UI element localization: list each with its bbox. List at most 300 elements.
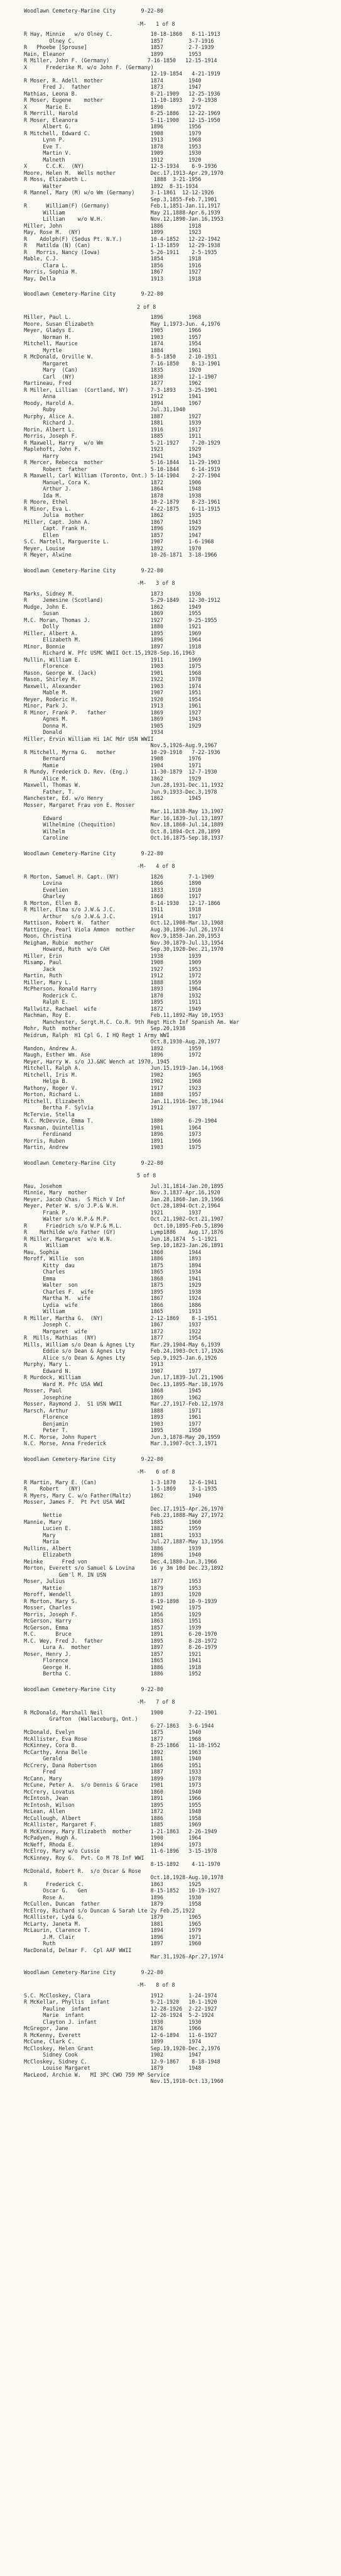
- burial-record-row: Miller, Albert A. 1895 1969: [24, 630, 202, 636]
- burial-record-row: McCune, Clark C. 1899 1974: [24, 2038, 202, 2045]
- burial-record-row: 8-15-1892 4-11-1970: [24, 1861, 220, 1867]
- burial-record-row: Mathony, Roger V. 1917 1923: [24, 1084, 202, 1091]
- burial-record-row: Arthur s/o J.W.& J.C. 1914 1917: [24, 913, 202, 919]
- burial-record-row: McPherson, Ronald Harry 1893 1964: [24, 985, 202, 992]
- burial-record-row: R Mercer, Rebecca mother 5-16-1844 11-29-1903: [24, 459, 220, 465]
- burial-record-row: Alice M. 1862 1929: [24, 775, 202, 782]
- burial-record-row: May, Della 1913 1918: [24, 275, 202, 282]
- burial-record-row: Gerald 1881 1940: [24, 1755, 202, 1762]
- burial-record-row: Meyer, Peter W. s/o J.P.& W.H. Oct.28,1894-Oct.2,1964: [24, 1202, 220, 1209]
- burial-record-row: N.C. McDevvie, Emma T. 1880 6-29-1904: [24, 1118, 217, 1124]
- burial-record-row: Mosser, Paul 1868 1945: [24, 1387, 202, 1394]
- burial-record-row: Machman, Roy E. Feb.11,1892-May 10,1953: [24, 1012, 224, 1018]
- burial-record-row: McGerson, Emma 1857 1939: [24, 1624, 202, 1631]
- burial-record-row: Morton, Everett s/o Samuel & Lovina 16 y 3m 10d Dec.23,1892: [24, 1565, 224, 1571]
- burial-record-row: Morris, Joseph F. 1885 1911: [24, 433, 202, 439]
- burial-record-row: Nov.5,1926-Aug.9,1967: [24, 742, 217, 748]
- cemetery-section: [24, 291, 323, 558]
- burial-record-row: Edward N. 1907 1977: [24, 1367, 202, 1374]
- burial-record-row: Lillian w/o W.H. Nov.12,1890-Jan.16,1953: [24, 216, 224, 222]
- burial-record-row: Norman H. 1903 1957: [24, 333, 202, 340]
- burial-record-row: McAllister, Lyda G. 1879 1965: [24, 1914, 202, 1920]
- burial-record-row: Moore, Susan Elizabeth May 1,1973-Jun. 4,1976: [24, 320, 220, 327]
- burial-record-row: Harry 1941 1943: [24, 452, 202, 459]
- burial-record-row: Moore, Helen M. Wells mother Dec.17,1913-Apr.29,1970: [24, 169, 224, 176]
- burial-record-row: Malneth 1912 1920: [24, 156, 202, 163]
- burial-record-row: R Jemesine (Scotland) 5-29-1849 12-30-1912: [24, 597, 220, 603]
- burial-record-row: R Moore, Ethel 10-2-1879 8-23-1961: [24, 499, 220, 505]
- burial-record-row: McCloskey, Sidney C. 12-9-1867 8-18-1948: [24, 2058, 220, 2065]
- burial-record-row: R Moser, R. Adell mother 1874 1940: [24, 77, 202, 84]
- burial-record-row: R McKinney, Mary Elizabeth mother 1-21-1863 2-26-1949: [24, 1828, 217, 1835]
- burial-record-row: Mitchell, Iris M. 1902 1965: [24, 1071, 202, 1078]
- burial-record-row: R Miller, Elma s/o J.W.& J.C. 1911 1918: [24, 906, 202, 913]
- burial-record-row: R Mitchell, Myrna G. mother 10-29-1910 7-22-1936: [24, 748, 220, 755]
- burial-record-row: Margaret 7-16-1850 8-13-1901: [24, 360, 220, 367]
- burial-record-row: Fred J. father 1873 1947: [24, 84, 202, 90]
- burial-record-row: McAllister, Eva Rose 1877 1968: [24, 1735, 202, 1742]
- burial-record-row: Moser, Henry J. 1857 1921: [24, 1650, 202, 1657]
- section-header: Woodlawn Cemetery-Marine City 9-22-80: [24, 1685, 163, 1692]
- cemetery-section: [24, 1969, 323, 2085]
- burial-record-row: Miller, Mary L. 1888 1959: [24, 979, 202, 985]
- burial-record-row: Martha M. wife 1867 1924: [24, 1295, 202, 1301]
- page-number: -M- 6 of 8: [137, 1468, 175, 1475]
- burial-record-row: M.C. Wey, Fred J. father 1895 8-28-1972: [24, 1637, 217, 1644]
- burial-record-row: Mason, George W. (Jack) 1901 1968: [24, 669, 202, 676]
- burial-record-row: Walter 1892 8-31-1934: [24, 182, 198, 189]
- burial-record-row: Wilhelm Oct.8,1894-Oct.28,1899: [24, 828, 220, 835]
- burial-record-row: Peter T. 1895 1950: [24, 1427, 202, 1433]
- burial-record-row: MacDonald, Delmar F. Cpl AAF WWII: [24, 1946, 132, 1953]
- burial-record-row: Lynn P. 1913 1968: [24, 136, 202, 143]
- burial-record-row: Maria Jul.27,1887-May 13,1956: [24, 1538, 224, 1545]
- burial-record-row: Mosser, Margaret Frau von E. Mosser: [24, 801, 135, 808]
- burial-record-row: Sep.3,1855-Feb.7,1901: [24, 196, 217, 203]
- burial-record-row: William 1865 1913: [24, 1308, 202, 1314]
- burial-record-row: R Moser, Eleanora 5-11-1900 12-15-1950: [24, 116, 220, 123]
- burial-record-row: Walter son 1875 1929: [24, 1282, 202, 1288]
- burial-record-row: Eve T. 1878 1953: [24, 143, 202, 150]
- burial-record-row: Sidney Cook 1902 1947: [24, 2051, 202, 2058]
- burial-record-row: M.C. Morse, John Rupert Jun.3,1878-May 20,1959: [24, 1433, 220, 1440]
- burial-record-row: Morris, Ruben 1891 1966: [24, 1137, 202, 1144]
- burial-record-row: Miller, Ervin William Hi 1AC Mdr USN WWII: [24, 735, 154, 742]
- burial-record-row: Meinke Fred von Dec.4,1880-Jun.3,1966: [24, 1558, 217, 1565]
- burial-record-row: McLaurin, Clarence T. 1894 1979: [24, 1927, 202, 1933]
- burial-record-row: May, Rose M. (NY) 1899 1923: [24, 229, 202, 235]
- burial-record-row: Mau, Josehom Jul.31,1814-Jan.20,1895: [24, 1182, 224, 1189]
- burial-record-row: Miller, Capt. John A. 1867 1943: [24, 518, 202, 525]
- burial-record-row: Marie infant 12-26-1924 5-2-1924: [24, 2012, 214, 2018]
- burial-record-row: Mamie 1904 1971: [24, 762, 202, 769]
- burial-record-row: Capt. Frank H. 1896 1929: [24, 525, 202, 531]
- burial-record-row: Morris, Joseph F. 1856 1929: [24, 1611, 202, 1618]
- burial-record-row: Minor, Bonnie 1897 1918: [24, 643, 202, 650]
- burial-record-row: Mary 1881 1933: [24, 1531, 202, 1538]
- burial-record-row: Mosser, Raymond J. S1 USN WWII Mar.27,1917-Feb.12,1978: [24, 1401, 224, 1407]
- cemetery-section: [24, 1160, 323, 1447]
- burial-record-row: McCune, Peter A. s/o Dennis & Grace 1901 1973: [24, 1782, 202, 1788]
- burial-record-row: Mathias, Leona B. 8-21-1909 12-25-1936: [24, 90, 220, 97]
- burial-record-row: McDonald, Evelyn 1875 1940: [24, 1729, 202, 1735]
- burial-record-row: Mandon, Andrew A. 1892 1959: [24, 1045, 202, 1052]
- burial-record-row: Rose A. 1896 1930: [24, 1894, 202, 1901]
- burial-record-row: R Mundy, Frederick D. Rev. (Eng.) 11-30-1879 12-7-1930: [24, 769, 217, 775]
- burial-record-row: George H. 1886 1918: [24, 1663, 202, 1670]
- burial-record-row: Mallwitz, Rachael wife 1872 1949: [24, 1005, 202, 1012]
- burial-record-row: McLarty, Janeta M. 1881 1965: [24, 1920, 202, 1927]
- burial-record-row: Edward Mar.16,1839-Jul.13,1897: [24, 814, 224, 821]
- burial-record-row: R Matilda (N) (Can) 1-13-1859 12-29-1938: [24, 242, 220, 248]
- burial-record-row: N.C. Morse, Anna Frederick Mar.3,1907-Oct.3,1971: [24, 1440, 217, 1446]
- burial-record-row: Julia mother 1862 1935: [24, 512, 202, 518]
- cemetery-section: [24, 1456, 323, 1677]
- burial-record-row: Lucien E. 1882 1959: [24, 1525, 202, 1531]
- burial-record-row: Lura A. mother 1897 8-26-1979: [24, 1644, 217, 1650]
- burial-record-row: Maxsman, Quintellis 1901 1964: [24, 1124, 202, 1131]
- burial-record-row: R Maxwell, Harry w/o Wm 5-21-1927 7-20-1929: [24, 439, 220, 446]
- burial-record-row: Moon, Christina Nov.9,1858-Jan.20,1953: [24, 933, 220, 939]
- burial-record-row: Father, T. Jun.9,1933-Dec.3,1978: [24, 788, 217, 795]
- burial-record-row: Elizabeth M. 1896 1964: [24, 636, 202, 643]
- burial-record-row: Benjamin 1903 1977: [24, 1420, 202, 1427]
- burial-record-row: Lydia wife 1866 1886: [24, 1301, 202, 1308]
- burial-record-row: MacLeod, Archie W. MI 3PC CWO 759 MP Service: [24, 2071, 170, 2078]
- burial-record-row: Eveelien 1833 1910: [24, 886, 202, 893]
- cemetery-section: [24, 1686, 323, 1960]
- burial-record-row: R McDonald, Marshall Neil 1900 7-22-1901: [24, 1709, 217, 1716]
- burial-record-row: R Mathilde w/o Father (GY) Lymp1886 Aug.17,1876: [24, 1229, 224, 1235]
- burial-record-row: X Marie E. 1890 1972: [24, 103, 202, 110]
- burial-record-row: Misamp, Paul 1908 1909: [24, 959, 202, 965]
- burial-record-row: Mar.31,1926-Apr.27,1974: [24, 1953, 224, 1960]
- burial-record-row: Myrtle 1884 1961: [24, 347, 202, 353]
- burial-record-row: Main, Eleanor 1899 1953: [24, 50, 202, 57]
- burial-record-row: Bertha F. Sylvia 1912 1977: [24, 1104, 202, 1111]
- section-header: Woodlawn Cemetery-Marine City 9-22-80: [24, 1159, 163, 1166]
- burial-record-row: Mason, Shirley M. 1922 1978: [24, 676, 202, 682]
- burial-record-row: Susan 1869 1955: [24, 610, 202, 616]
- burial-record-row: S.C. Martell, Marguerite L. 1907 1-6-1968: [24, 538, 214, 545]
- burial-record-row: Ralph E. 1895 1911: [24, 999, 202, 1005]
- burial-record-row: Donald 1934: [24, 729, 163, 735]
- burial-record-row: Wilhelmine (Chequition) Nov.18,1860-Jul.14,1889: [24, 821, 224, 828]
- burial-record-row: Murphy, Alice A. 1887 1927: [24, 413, 202, 419]
- burial-record-row: William May 21,1888-Apr.6,1939: [24, 209, 220, 216]
- burial-record-row: Gem'l M. IN USN: [24, 1571, 107, 1578]
- burial-record-row: Mattie 1879 1953: [24, 1584, 202, 1591]
- burial-record-row: Arthur J. 1864 1948: [24, 486, 202, 492]
- burial-record-row: Murphy, Mary L. 1913: [24, 1361, 163, 1367]
- burial-record-row: R Merrill, Harold 8-25-1886 12-22-1969: [24, 110, 220, 116]
- burial-record-row: Meyer, Jacob Chas. S Mich V Inf Jan.28,1860-Jan.19,1966: [24, 1196, 224, 1202]
- burial-record-row: Alice s/o Dean & Agnes Lty Sep.9,1925-Jan.6,1926: [24, 1354, 217, 1361]
- burial-record-row: Moody, Harold A. 1894 1967: [24, 399, 202, 406]
- burial-record-row: Manchester, Sergt.H.C. Co.R. 9th Regt Mich Inf Spanish Am. War: [24, 1018, 239, 1025]
- burial-record-row: Margaret wife 1872 1922: [24, 1328, 202, 1335]
- burial-record-row: R Miller, Margaret w/o W.N. Jun.18,1874 5-1-1921: [24, 1235, 217, 1242]
- burial-record-row: Mullin, William E. 1911 1969: [24, 656, 202, 663]
- burial-record-row: Bernard 1908 1976: [24, 755, 202, 762]
- burial-record-row: R Murdock, William Jun.17,1839-Jul.21,1906: [24, 1374, 224, 1380]
- burial-record-row: Minor, Park J. 1913 1961: [24, 702, 202, 709]
- burial-record-row: R Morton, Samuel H. Capt. (NY) 1826 7-1-1909: [24, 873, 214, 880]
- burial-record-row: R Minor, Frank P. father 1869 1927: [24, 709, 202, 716]
- burial-record-row: Marks, Sidney M. 1873 1936: [24, 590, 202, 597]
- burial-record-row: Meyer, Louise 1892 1970: [24, 545, 202, 552]
- burial-record-row: Mosser, Charles 1902 1975: [24, 1604, 202, 1611]
- burial-record-row: Charles 1865 1934: [24, 1269, 202, 1275]
- burial-record-row: Mannie, Mary 1885 1960: [24, 1518, 202, 1525]
- burial-record-row: Dec.17,1915-Apr.26,1970: [24, 1505, 224, 1512]
- burial-record-row: X Frederike M. w/o John F. (Germany): [24, 64, 154, 70]
- page-number: -M- 1 of 8: [137, 20, 175, 27]
- burial-record-row: McCrery, Dana Robertson 1866 1951: [24, 1762, 202, 1768]
- page-number: 5 of 8: [137, 1172, 156, 1179]
- burial-record-row: Fred 1887 1933: [24, 1768, 202, 1775]
- burial-record-row: 12-19-1854 4-21-1919: [24, 70, 220, 77]
- section-header: Woodlawn Cemetery-Marine City 9-22-80: [24, 1455, 163, 1462]
- burial-record-row: R Robert (NY) 1-5-1869 3-1-1935: [24, 1485, 217, 1492]
- burial-record-row: Florence 1865 1941: [24, 1657, 202, 1663]
- burial-record-row: Morin, Albert L. 1916 1917: [24, 426, 202, 433]
- burial-record-row: R Mitchell, Edward C. 1908 1979: [24, 130, 202, 136]
- burial-record-row: McNeff, Rhoda E. 1894 1973: [24, 1841, 202, 1848]
- burial-record-row: R Mills, Mathias (NY) 1877 1954: [24, 1335, 202, 1341]
- burial-record-row: R Minor, Eva L. 4-22-1875 6-11-1915: [24, 505, 220, 512]
- burial-record-row: R Meyer, Alwine 10-26-1871 3-18-1966: [24, 552, 217, 558]
- burial-record-row: M.C. Bruce 1891 6-20-1970: [24, 1631, 217, 1637]
- section-header: Woodlawn Cemetery-Marine City 9-22-80: [24, 291, 163, 297]
- section-header: Woodlawn Cemetery-Marine City 9-22-80: [24, 1968, 163, 1975]
- burial-record-row: Roderick C. 1870 1932: [24, 992, 202, 999]
- burial-record-row: R Moss, Elizabeth L. 1888 3-21-1956: [24, 176, 202, 182]
- section-header: Woodlawn Cemetery-Marine City 9-22-80: [24, 567, 163, 574]
- burial-record-row: Mable M. 1907 1951: [24, 689, 202, 696]
- burial-record-row: Grafton (Wallaceburg, Ont.): [24, 1716, 138, 1722]
- page-number: -M- 8 of 8: [137, 1982, 175, 1988]
- burial-record-row: Meyer, Harry W. s/o JJ.&NC Wench at 1970, 1945: [24, 1058, 170, 1065]
- burial-record-row: Richard J. 1881 1939: [24, 419, 202, 426]
- burial-record-row: R McKenny, Everett 12-6-1894 11-6-1927: [24, 2031, 217, 2038]
- burial-record-row: McIntosh, Wilson 1895 1955: [24, 1801, 202, 1808]
- burial-record-row: Howard, Ruth w/o CAH Sep.30,1920-Dec.21,1970: [24, 946, 224, 952]
- burial-record-row: McTervie, Stella: [24, 1111, 75, 1118]
- burial-record-row: Mosser, James F. Pt Pvt USA WWI: [24, 1499, 126, 1505]
- burial-record-row: Maxwell, Thomas W. Jun.28,1931-Dec.11,1932: [24, 782, 224, 788]
- burial-record-row: R Adolph(F) (Sedus Pt. N.Y.) 10-4-1852 12-22-1942: [24, 235, 220, 242]
- burial-record-row: Clara L. 1856 1916: [24, 262, 202, 269]
- burial-record-row: R William Sep.10,1823-Jan.26,1891: [24, 1242, 224, 1248]
- burial-record-row: R Miller, Lillian (Cortland, NY) 7-3-1893 3-25-1901: [24, 386, 217, 393]
- burial-record-row: Meigham, Rubie mother Nov.30,1879-Jul.13,1954: [24, 939, 224, 946]
- burial-record-row: R McDonald, Orville W. 8-5-1850 2-10-1931: [24, 353, 217, 360]
- burial-record-row: R Frederick C. 1863 1925: [24, 1880, 202, 1887]
- burial-record-row: R Miller, John F. (Germany) 7-16-1850 12-15-1914: [24, 57, 217, 64]
- burial-record-row: Mable, C.J. 1854 1918: [24, 255, 202, 262]
- burial-record-row: Moroff, Wendell 1893 1920: [24, 1591, 202, 1597]
- burial-record-row: Josephine 1869 1962: [24, 1394, 202, 1401]
- burial-record-row: McKinney, Cora B. 8-25-1866 11-18-1952: [24, 1742, 220, 1748]
- burial-record-row: Mary (Can) 1835 1920: [24, 367, 202, 373]
- burial-record-row: Lovina 1866 1890: [24, 880, 202, 886]
- burial-record-row: McElroy, Mary w/o Cussie 11-6-1896 3-15-1978: [24, 1848, 217, 1854]
- burial-record-row: Oscar G. Gen 8-15-1852 10-19-1927: [24, 1887, 220, 1894]
- burial-record-row: Florence 1893 1961: [24, 1414, 202, 1420]
- burial-record-row: Meyer, Gladys E. 1905 1966: [24, 327, 202, 333]
- burial-record-row: Jack 1927 1953: [24, 965, 202, 972]
- burial-record-row: Miller, Erin 1938 1939: [24, 952, 202, 959]
- burial-record-row: R Morton, Mary S. 8-19-1898 10-9-1939: [24, 1597, 217, 1604]
- burial-record-row: Dolly 1880 1921: [24, 623, 202, 630]
- burial-record-row: Robert father 5-10-1844 6-14-1919: [24, 465, 220, 472]
- burial-record-row: X C.C.K. (NY) 12-5-1934 6-9-1936: [24, 163, 217, 169]
- burial-record-row: Martin, Ruth 1912 1972: [24, 972, 202, 979]
- burial-record-row: R Miller, Martha G. (NY) 2-12-1869 8-1-1951: [24, 1314, 217, 1321]
- burial-record-row: R Maxwell, Carl William (Toronto, Ont.) 5-14-1904 2-27-1904: [24, 472, 220, 479]
- burial-record-row: R McKellar, Phyllis infant 9-21-1920 10-1-1920: [24, 1999, 217, 2005]
- burial-record-row: R Mannel, Mary (M) w/o Wm (Germany) 3-1-1861 12-12-1926: [24, 189, 214, 196]
- burial-record-row: McCullen, Duncan father 1879 1958: [24, 1901, 202, 1907]
- burial-record-row: Oct.8,1930-Aug.20,1977: [24, 1038, 220, 1045]
- burial-record-row: McCann, Mary 1899 1978: [24, 1775, 202, 1782]
- burial-record-row: R Moser, Eugene mother 11-10-1893 2-9-1938: [24, 97, 217, 103]
- burial-record-row: R William(F) (Germany) Feb.1,1851-Jan.11,1917: [24, 203, 220, 209]
- burial-record-row: McGerson, Harry 1863 1951: [24, 1618, 202, 1624]
- burial-record-row: Moser, Julius 1877 1953: [24, 1578, 202, 1584]
- burial-record-row: Clayton J. infant 1930 1930: [24, 2018, 202, 2025]
- burial-record-row: McCarthy, Anna Belle 1892 1963: [24, 1748, 202, 1755]
- burial-record-row: Martineau, Fred 1877 1962: [24, 380, 202, 386]
- cemetery-section: [24, 567, 323, 841]
- burial-record-row: Mitchell, Ralph A. Jun.15,1919-Jan.14,1968: [24, 1065, 224, 1071]
- burial-record-row: Joseph C. 1867 1937: [24, 1321, 202, 1328]
- burial-record-row: Ruth 1897 1960: [24, 1940, 202, 1946]
- burial-record-row: Charles F. wife 1895 1938: [24, 1288, 202, 1295]
- burial-record-row: Mau, Sophia 1860 1944: [24, 1248, 202, 1255]
- burial-record-row: Helga B. 1902 1968: [24, 1078, 202, 1084]
- page-number: 2 of 8: [137, 303, 156, 310]
- burial-record-row: Ellen 1857 1947: [24, 531, 202, 538]
- page-number: -M- 3 of 8: [137, 580, 175, 586]
- burial-record-row: Maxwell, Alexander 1903 1974: [24, 682, 202, 689]
- burial-record-row: McElroy, Richard s/o Duncan & Sarah Lte 2y Feb.25,1922: [24, 1907, 195, 1914]
- burial-record-row: McAllister, Margaret F. 1885 1969: [24, 1821, 202, 1828]
- burial-record-row: Ferdinand 1896 1973: [24, 1131, 202, 1137]
- burial-record-row: S.C. McCloskey, Clara 1912 1-24-1974: [24, 1992, 217, 1999]
- cemetery-section: [24, 850, 323, 1151]
- burial-record-row: Carl (NY) 1830 12-1-1907: [24, 373, 217, 380]
- burial-record-row: McCullough, Albert 1886 1958: [24, 1814, 202, 1821]
- burial-record-row: Meidrum, Ralph H1 Cpl G. I HQ Regt 1 Army WWI: [24, 1031, 170, 1038]
- burial-record-row: Donna M. 1905 1929: [24, 722, 202, 729]
- burial-record-row: Anna 1912 1941: [24, 393, 202, 399]
- page-number: -M- 4 of 8: [137, 863, 175, 869]
- burial-record-row: Mitchell, Elizabeth Jan.11,1916-Dec.18,1944: [24, 1097, 224, 1104]
- burial-record-row: McDonald, Robert R. s/o Oscar & Rose: [24, 1867, 141, 1874]
- burial-record-row: McKinney, Roy G. Pvt. Co M 78 Inf WWI: [24, 1854, 144, 1861]
- burial-record-row: Maugh, Esther Wm. Ase 1896 1972: [24, 1052, 202, 1058]
- burial-record-row: McIntosh, Jean 1891 1966: [24, 1795, 202, 1801]
- burial-record-row: Mar.11,1838-May 13,1907: [24, 808, 224, 814]
- burial-record-row: R Hay, Minnie w/o Olney C. 10-18-1860 8-11-1913: [24, 31, 220, 37]
- page-number: -M- 7 of 8: [137, 1699, 175, 1705]
- burial-record-row: Moroff, Willie son 1886 1893: [24, 1255, 202, 1262]
- burial-record-row: Ward M. Pfc USA WWI Dec.13,1895-Mar.18,1976: [24, 1380, 224, 1387]
- burial-record-row: Albert G. 1896 1956: [24, 123, 202, 130]
- burial-record-row: Maplehoft, John F. 1923 1929: [24, 446, 202, 452]
- burial-record-row: Mitchell, Maurice 1874 1954: [24, 340, 202, 347]
- burial-record-row: Elizabeth 1896 1940: [24, 1552, 202, 1558]
- burial-record-row: Mills, William s/o Dean & Agnes Lty Mar.29,1904-May 6,1939: [24, 1341, 220, 1348]
- burial-record-row: R Friedrich s/o W.P.& M.L. Oct.10,1895-Feb.5,1896: [24, 1222, 224, 1229]
- burial-record-row: R Myers, Mary C. w/o Father(Maltz) 1862 1940: [24, 1492, 202, 1499]
- burial-record-row: R Morton, Ellen B. 8-14-1930 12-17-1866: [24, 899, 220, 906]
- burial-record-row: Kitty dau 1875 1894: [24, 1262, 202, 1269]
- burial-record-row: McCloskey, Helen Grant Sep.19,1920-Dec.2,1976: [24, 2045, 220, 2051]
- burial-record-row: Emma 1868 1941: [24, 1275, 202, 1282]
- burial-record-row: Richard W. Pfc USMC WWII Oct.15,1928-Sep.16,1963: [24, 650, 195, 656]
- burial-record-row: R Martin, Mary E. (Can) 1-3-1870 12-6-1941: [24, 1479, 217, 1485]
- burial-record-row: Morton, Richard L. 1888 1957: [24, 1091, 202, 1097]
- burial-record-row: McPadyen, Hugh A. 1900 1964: [24, 1835, 202, 1841]
- burial-record-row: Miller, Paul L. 1896 1968: [24, 314, 202, 320]
- burial-record-row: R Phoebe [Sprouse] 1857 2-7-1939: [24, 44, 214, 50]
- burial-record-row: Marsch, Arthur 1888 1971: [24, 1407, 202, 1414]
- burial-record-row: Manchester, Ed. w/o Henry 1862 1945: [24, 795, 202, 801]
- burial-record-row: Caroline Oct.16,1875-Sep.18,1937: [24, 835, 224, 841]
- burial-record-row: Agnes M. 1869 1943: [24, 716, 202, 722]
- burial-record-row: Bertha C. 1886 1952: [24, 1670, 202, 1677]
- burial-record-row: Mullins, Albert 1886 1939: [24, 1545, 202, 1552]
- burial-record-row: Ruby Jul.31,1940: [24, 406, 186, 413]
- burial-record-row: Olney C. 1857 3-7-1916: [24, 37, 214, 44]
- burial-record-row: Oct.18,1928-Aug.10,1978: [24, 1874, 224, 1880]
- burial-record-row: Meyer, Roderic H. 1920 1954: [24, 696, 202, 702]
- burial-record-row: Martin V. 1909 1930: [24, 150, 202, 156]
- burial-record-row: Nov.15,1910-Oct.13,1960: [24, 2078, 224, 2084]
- burial-record-row: Martin, Andrew 1903 1975: [24, 1144, 202, 1150]
- burial-record-row: Nettie Feb.23,1888-May 27,1972: [24, 1512, 224, 1518]
- burial-record-row: Mattinge, Pearl Viola Ammon mother Aug.30,1896-Jul.26,1974: [24, 926, 224, 933]
- burial-record-row: Walter s/o W.P.& M.P. Oct.21,1902-Oct.21,1907: [24, 1216, 224, 1222]
- burial-record-row: Miller, John 1886 1918: [24, 222, 202, 229]
- burial-record-row: McCrery, Lovatus 1860 1940: [24, 1788, 202, 1795]
- burial-record-row: Ida M. 1878 1938: [24, 492, 202, 499]
- burial-record-row: Mohr, Ruth mother Sep.20,1938: [24, 1025, 186, 1031]
- burial-record-row: M.C. Moran, Thomas J. 1927 9-25-1955: [24, 616, 217, 623]
- cemetery-section: [24, 8, 323, 282]
- burial-record-row: Pauline infant 12-28-1926 2-22-1927: [24, 2005, 217, 2012]
- burial-record-row: McLean, Allen 1872 1948: [24, 1808, 202, 1814]
- burial-record-row: Manuel, Cora K. 1872 1906: [24, 479, 202, 486]
- burial-record-row: Morris, Sophia M. 1867 1927: [24, 269, 202, 275]
- section-header: Woodlawn Cemetery-Marine City 9-22-80: [24, 850, 163, 857]
- burial-record-row: J.M. Clair 1896 1971: [24, 1933, 202, 1940]
- burial-record-row: McGregor, Jane 1876 1966: [24, 2025, 202, 2031]
- burial-record-row: Louise Margaret 1879 1948: [24, 2065, 202, 2071]
- burial-record-row: R Morris, Nancy (Iowa) 5-26-1911 2-5-1935: [24, 248, 217, 255]
- section-header: Woodlawn Cemetery-Marine City 9-22-80: [24, 8, 163, 14]
- burial-record-row: Gharley 1860 1917: [24, 893, 202, 899]
- burial-record-row: Mudge, John E. 1862 1949: [24, 603, 202, 610]
- burial-record-row: Florence 1903 1975: [24, 663, 202, 669]
- burial-record-row: 6-27-1863 3-6-1944: [24, 1722, 214, 1729]
- burial-record-row: Frank P. 1921 1937: [24, 1209, 202, 1216]
- burial-record-row: Mattison, Robert W. father Oct.12,1908-Mar.13,1968: [24, 919, 224, 926]
- burial-record-row: Eddie s/o Dean & Agnes Lty Feb.24,1903-Oct.17,1926: [24, 1348, 224, 1354]
